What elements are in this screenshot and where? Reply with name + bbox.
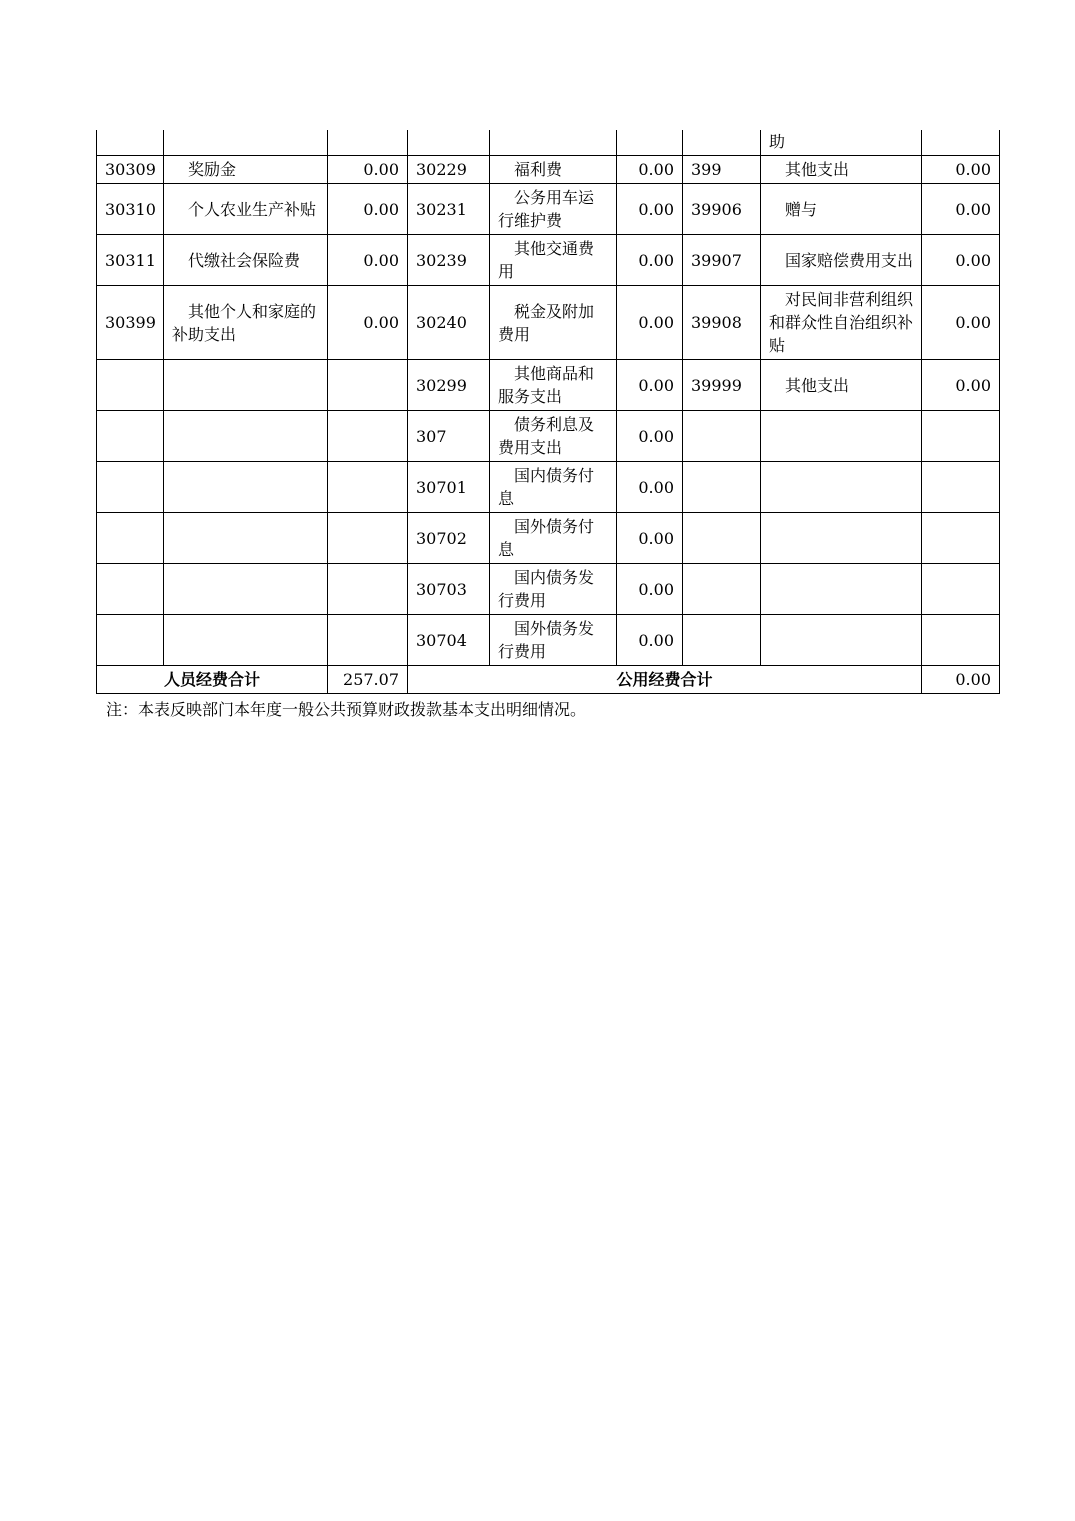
amount-personnel-text: 0.00 — [363, 250, 399, 270]
amount-public-text: 0.00 — [638, 160, 674, 179]
personnel-total-value: 257.07 — [328, 666, 408, 694]
item-name-public-text: 税金及附加费用 — [498, 301, 595, 344]
amount-personnel — [328, 462, 408, 513]
item-name-public-text: 公务用车运行维护费 — [498, 188, 595, 230]
item-name-public-text: 福利费 — [514, 160, 563, 179]
econ-code-other — [683, 235, 761, 286]
amount-public-text: 0.00 — [638, 579, 674, 599]
amount-personnel — [328, 156, 408, 184]
item-name-public-text: 国内债务付息 — [498, 466, 595, 508]
item-name-personnel — [164, 156, 328, 184]
item-name-other — [761, 235, 922, 286]
item-name-public-text: 国内债务发行费用 — [498, 568, 595, 610]
amount-public — [617, 184, 683, 235]
table-row — [97, 615, 1000, 666]
amount-personnel-text: 0.00 — [363, 160, 399, 179]
item-name-public — [490, 615, 617, 666]
econ-code-personnel — [97, 615, 164, 666]
econ-code-public — [408, 286, 490, 360]
item-name-other — [761, 156, 922, 184]
totals-row — [97, 666, 1000, 694]
table-row — [97, 462, 1000, 513]
item-name-public — [490, 286, 617, 360]
personnel-total-label: 人员经费合计 — [97, 666, 328, 694]
expenditure-detail-table — [96, 130, 1000, 694]
econ-code-public — [408, 156, 490, 184]
amount-personnel — [328, 564, 408, 615]
econ-code-public-text: 30701 — [416, 477, 467, 497]
amount-other — [922, 615, 1000, 666]
item-name-public-text: 债务利息及费用支出 — [498, 415, 595, 457]
item-name-public — [490, 130, 617, 156]
econ-code-other — [683, 184, 761, 235]
econ-code-other-text: 39999 — [691, 375, 742, 395]
item-name-other-text: 赠与 — [785, 199, 818, 219]
econ-code-other — [683, 564, 761, 615]
item-name-personnel — [164, 411, 328, 462]
amount-other — [922, 156, 1000, 184]
econ-code-other — [683, 130, 761, 156]
econ-code-personnel — [97, 462, 164, 513]
table-row — [97, 130, 1000, 156]
amount-public-text: 0.00 — [638, 199, 674, 219]
amount-other-text: 0.00 — [955, 250, 991, 270]
econ-code-public — [408, 411, 490, 462]
amount-public-text: 0.00 — [638, 250, 674, 270]
econ-code-public-text: 30299 — [416, 375, 467, 395]
amount-other-text: 0.00 — [955, 313, 991, 332]
item-name-public — [490, 513, 617, 564]
item-name-other — [761, 130, 922, 156]
econ-code-personnel-text: 30309 — [105, 160, 156, 179]
item-name-public-text: 国外债务发行费用 — [498, 619, 595, 661]
item-name-personnel — [164, 513, 328, 564]
table-row — [97, 184, 1000, 235]
amount-public — [617, 360, 683, 411]
econ-code-public — [408, 184, 490, 235]
item-name-personnel — [164, 564, 328, 615]
amount-public — [617, 411, 683, 462]
item-name-personnel — [164, 462, 328, 513]
item-name-other-text: 助 — [769, 132, 786, 151]
item-name-public — [490, 462, 617, 513]
econ-code-other-text: 39908 — [691, 313, 742, 332]
amount-personnel — [328, 235, 408, 286]
econ-code-other — [683, 513, 761, 564]
table-row — [97, 564, 1000, 615]
item-name-personnel — [164, 286, 328, 360]
amount-personnel — [328, 513, 408, 564]
table-row — [97, 286, 1000, 360]
econ-code-personnel — [97, 286, 164, 360]
amount-other — [922, 513, 1000, 564]
table-row — [97, 360, 1000, 411]
amount-other — [922, 564, 1000, 615]
econ-code-personnel — [97, 184, 164, 235]
econ-code-public — [408, 462, 490, 513]
item-name-personnel-text: 代缴社会保险费 — [188, 250, 301, 270]
amount-personnel-text: 0.00 — [363, 199, 399, 219]
econ-code-personnel — [97, 130, 164, 156]
econ-code-public-text: 30240 — [416, 313, 467, 332]
amount-other — [922, 411, 1000, 462]
econ-code-other — [683, 156, 761, 184]
econ-code-public-text: 30239 — [416, 250, 467, 270]
econ-code-other-text: 39907 — [691, 250, 742, 270]
amount-public — [617, 235, 683, 286]
item-name-personnel-text: 奖励金 — [188, 160, 237, 179]
amount-public — [617, 615, 683, 666]
item-name-other-text: 国家赔偿费用支出 — [785, 250, 914, 270]
amount-other-text: 0.00 — [955, 160, 991, 179]
econ-code-public — [408, 564, 490, 615]
table-row — [97, 513, 1000, 564]
item-name-public — [490, 235, 617, 286]
amount-personnel — [328, 615, 408, 666]
amount-public-text: 0.00 — [638, 528, 674, 548]
item-name-other-text: 其他支出 — [785, 375, 850, 395]
amount-other — [922, 286, 1000, 360]
amount-public-text: 0.00 — [638, 313, 674, 332]
econ-code-public-text: 30229 — [416, 160, 467, 179]
econ-code-public-text: 307 — [416, 426, 447, 446]
public-total-label: 公用经费合计 — [408, 666, 922, 694]
table-body — [97, 130, 1000, 666]
amount-other — [922, 462, 1000, 513]
amount-public-text: 0.00 — [638, 375, 674, 395]
amount-public-text: 0.00 — [638, 426, 674, 446]
budget-page — [96, 130, 999, 720]
econ-code-personnel — [97, 411, 164, 462]
amount-personnel-text: 0.00 — [363, 313, 399, 332]
amount-other — [922, 360, 1000, 411]
table-note: 注：本表反映部门本年度一般公共预算财政拨款基本支出明细情况。 — [106, 700, 587, 719]
econ-code-public-text: 30231 — [416, 199, 467, 219]
item-name-public-text: 国外债务付息 — [498, 517, 595, 559]
item-name-personnel — [164, 615, 328, 666]
econ-code-other — [683, 411, 761, 462]
amount-public — [617, 286, 683, 360]
amount-personnel — [328, 184, 408, 235]
item-name-public-text: 其他交通费用 — [498, 239, 595, 281]
econ-code-personnel-text: 30310 — [105, 199, 156, 219]
amount-public-text: 0.00 — [638, 477, 674, 497]
econ-code-other — [683, 615, 761, 666]
item-name-other — [761, 615, 922, 666]
amount-public — [617, 130, 683, 156]
econ-code-personnel — [97, 235, 164, 286]
item-name-personnel — [164, 184, 328, 235]
amount-public — [617, 156, 683, 184]
amount-other-text: 0.00 — [955, 375, 991, 395]
item-name-other-text: 对民间非营利组织和群众性自治组织补贴 — [769, 290, 914, 355]
item-name-public — [490, 411, 617, 462]
amount-personnel — [328, 360, 408, 411]
item-name-public — [490, 184, 617, 235]
econ-code-other — [683, 286, 761, 360]
item-name-other — [761, 286, 922, 360]
item-name-other — [761, 184, 922, 235]
table-row — [97, 411, 1000, 462]
econ-code-personnel-text: 30311 — [105, 250, 156, 270]
econ-code-public-text: 30703 — [416, 579, 467, 599]
item-name-other — [761, 513, 922, 564]
amount-public — [617, 462, 683, 513]
econ-code-public — [408, 615, 490, 666]
econ-code-public-text: 30702 — [416, 528, 467, 548]
item-name-public — [490, 360, 617, 411]
amount-personnel — [328, 411, 408, 462]
econ-code-other-text: 399 — [691, 160, 722, 179]
amount-public — [617, 564, 683, 615]
item-name-personnel — [164, 130, 328, 156]
econ-code-personnel — [97, 513, 164, 564]
item-name-public — [490, 564, 617, 615]
item-name-other — [761, 411, 922, 462]
amount-personnel — [328, 130, 408, 156]
econ-code-personnel — [97, 564, 164, 615]
item-name-other — [761, 462, 922, 513]
item-name-other — [761, 360, 922, 411]
item-name-other-text: 其他支出 — [785, 160, 850, 179]
econ-code-public-text: 30704 — [416, 630, 467, 650]
econ-code-personnel — [97, 156, 164, 184]
amount-other — [922, 235, 1000, 286]
item-name-public-text: 其他商品和服务支出 — [498, 364, 595, 406]
table-row — [97, 235, 1000, 286]
table-row — [97, 156, 1000, 184]
amount-personnel — [328, 286, 408, 360]
amount-public-text: 0.00 — [638, 630, 674, 650]
econ-code-other — [683, 462, 761, 513]
econ-code-other — [683, 360, 761, 411]
econ-code-public — [408, 360, 490, 411]
amount-other — [922, 184, 1000, 235]
item-name-public — [490, 156, 617, 184]
econ-code-personnel — [97, 360, 164, 411]
amount-other — [922, 130, 1000, 156]
amount-other-text: 0.00 — [955, 199, 991, 219]
econ-code-public — [408, 235, 490, 286]
econ-code-other-text: 39906 — [691, 199, 742, 219]
item-name-personnel — [164, 360, 328, 411]
item-name-other — [761, 564, 922, 615]
item-name-personnel-text: 其他个人和家庭的补助支出 — [172, 301, 317, 344]
item-name-personnel-text: 个人农业生产补贴 — [188, 199, 317, 219]
amount-public — [617, 513, 683, 564]
econ-code-public — [408, 130, 490, 156]
public-total-value: 0.00 — [922, 666, 1000, 694]
item-name-personnel — [164, 235, 328, 286]
econ-code-personnel-text: 30399 — [105, 313, 156, 332]
econ-code-public — [408, 513, 490, 564]
